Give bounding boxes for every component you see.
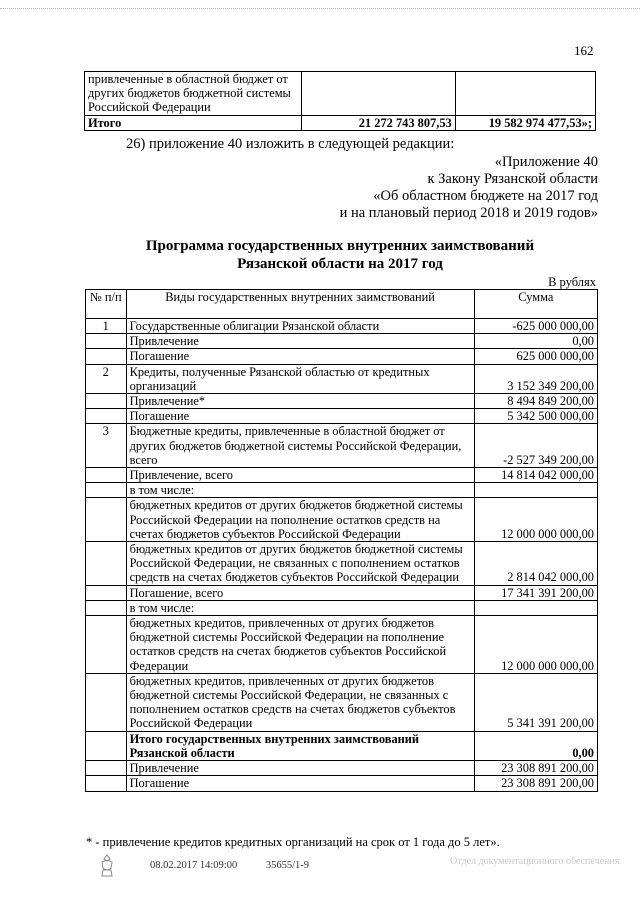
table-row xyxy=(86,673,598,731)
row-sum: 0,00 xyxy=(474,731,597,760)
row-sum: 625 000 000,00 xyxy=(474,349,597,364)
table-row xyxy=(86,761,598,776)
unit-label: В рублях xyxy=(548,275,596,289)
table-row xyxy=(86,483,598,498)
footnote: * - привлечение кредитов кредитных организаций на срок от 1 года до 5 лет». xyxy=(86,835,500,849)
table-row xyxy=(86,616,598,674)
table-row xyxy=(86,585,598,600)
stamp-doc-id: 35655/1-9 xyxy=(265,860,310,871)
row-name: Итого государственных внутренних заимствований Рязанской области xyxy=(126,731,474,760)
table-row xyxy=(86,394,598,409)
table-row xyxy=(85,115,596,130)
appendix-line: «Приложение 40 xyxy=(494,154,598,170)
table-row-total xyxy=(86,731,598,760)
page-title: Программа государственных внутренних заимствований xyxy=(145,238,535,254)
row-name: бюджетных кредитов, привлеченных от других бюджетов бюджетной системы Российской Федерации, не связанных с пополнением остатков средств на счетах бюджетов субъектов Российской Федерации xyxy=(126,673,474,731)
row-name: Привлечение, всего xyxy=(126,468,474,483)
table-cell: 21 272 743 807,53 xyxy=(302,115,455,130)
row-sum: 5 341 391 200,00 xyxy=(474,673,597,731)
instruction-text: 26) приложение 40 изложить в следующей редакции: xyxy=(126,136,455,152)
table-cell: Итого xyxy=(85,115,302,130)
row-name: Бюджетные кредиты, привлеченные в областной бюджет от других бюджетов бюджетной системы Российской Федерации, всего xyxy=(126,424,474,468)
row-name: в том числе: xyxy=(126,600,474,615)
row-name: Государственные облигации Рязанской области xyxy=(126,319,474,334)
department-seal: Отдел документационного обеспечения xyxy=(450,856,620,867)
row-name: Привлечение xyxy=(126,334,474,349)
row-num: 3 xyxy=(86,424,127,468)
row-name: Погашение, всего xyxy=(126,585,474,600)
appendix-line: к Закону Рязанской области xyxy=(427,171,598,187)
header-sum: Сумма xyxy=(474,290,597,319)
row-num: 1 xyxy=(86,319,127,334)
row-sum: 23 308 891 200,00 xyxy=(474,761,597,776)
row-sum: 12 000 000 000,00 xyxy=(474,498,597,542)
table-cell xyxy=(302,72,455,116)
row-sum: -2 527 349 200,00 xyxy=(474,424,597,468)
row-sum: 14 814 042 000,00 xyxy=(474,468,597,483)
table-row xyxy=(86,600,598,615)
row-sum: 17 341 391 200,00 xyxy=(474,585,597,600)
row-sum: -625 000 000,00 xyxy=(474,319,597,334)
stamp-datetime: 08.02.2017 14:09:00 xyxy=(150,860,238,871)
table-row xyxy=(86,468,598,483)
header-name: Виды государственных внутренних заимствований xyxy=(126,290,474,319)
appendix-line: «Об областном бюджете на 2017 год xyxy=(373,188,598,204)
row-name: Погашение xyxy=(126,349,474,364)
row-sum: 5 342 500 000,00 xyxy=(474,409,597,424)
row-name: Кредиты, полученные Рязанской областью от кредитных организаций xyxy=(126,364,474,393)
table-row xyxy=(86,364,598,393)
row-sum: 0,00 xyxy=(474,334,597,349)
page-title: Рязанской области на 2017 год xyxy=(237,256,443,272)
row-name: Погашение xyxy=(126,409,474,424)
row-sum: 8 494 849 200,00 xyxy=(474,394,597,409)
table-row xyxy=(85,72,596,116)
row-name: в том числе: xyxy=(126,483,474,498)
row-sum: 3 152 349 200,00 xyxy=(474,364,597,393)
table-cell xyxy=(455,72,595,116)
row-name: Погашение xyxy=(126,776,474,791)
page-number: 162 xyxy=(574,43,594,58)
row-sum: 12 000 000 000,00 xyxy=(474,616,597,674)
row-name: бюджетных кредитов от других бюджетов бюджетной системы Российской Федерации на пополнение остатков средств на счетах бюджетов субъектов Российской Федерации xyxy=(126,498,474,542)
registration-stamp xyxy=(150,860,335,871)
row-name: Привлечение xyxy=(126,761,474,776)
table-row xyxy=(86,349,598,364)
row-num: 2 xyxy=(86,364,127,393)
row-sum: 23 308 891 200,00 xyxy=(474,776,597,791)
table-cell: привлеченные в областной бюджет от других бюджетов бюджетной системы Российской Федерации xyxy=(85,72,302,116)
header-num: № п/п xyxy=(86,290,127,319)
appendix-line: и на плановый период 2018 и 2019 годов» xyxy=(339,205,598,221)
row-name: бюджетных кредитов от других бюджетов бюджетной системы Российской Федерации, не связанных с пополнением остатков средств на счетах бюджетов субъектов Российской Федерации xyxy=(126,542,474,586)
borrowing-table xyxy=(85,289,598,792)
table-row xyxy=(86,319,598,334)
emblem-icon xyxy=(98,854,116,878)
table-row xyxy=(86,409,598,424)
table-cell: 19 582 974 477,53»; xyxy=(455,115,595,130)
table-row xyxy=(86,424,598,468)
row-name: бюджетных кредитов, привлеченных от других бюджетов бюджетной системы Российской Федерации на пополнение остатков средств на счетах бюджетов субъектов Российской Федерации xyxy=(126,616,474,674)
table-header-row xyxy=(86,290,598,319)
table-row xyxy=(86,498,598,542)
table-row xyxy=(86,334,598,349)
table-row xyxy=(86,542,598,586)
row-sum: 2 814 042 000,00 xyxy=(474,542,597,586)
table-row xyxy=(86,776,598,791)
row-name: Привлечение* xyxy=(126,394,474,409)
previous-table-fragment xyxy=(84,71,596,131)
scan-top-edge xyxy=(0,8,640,11)
